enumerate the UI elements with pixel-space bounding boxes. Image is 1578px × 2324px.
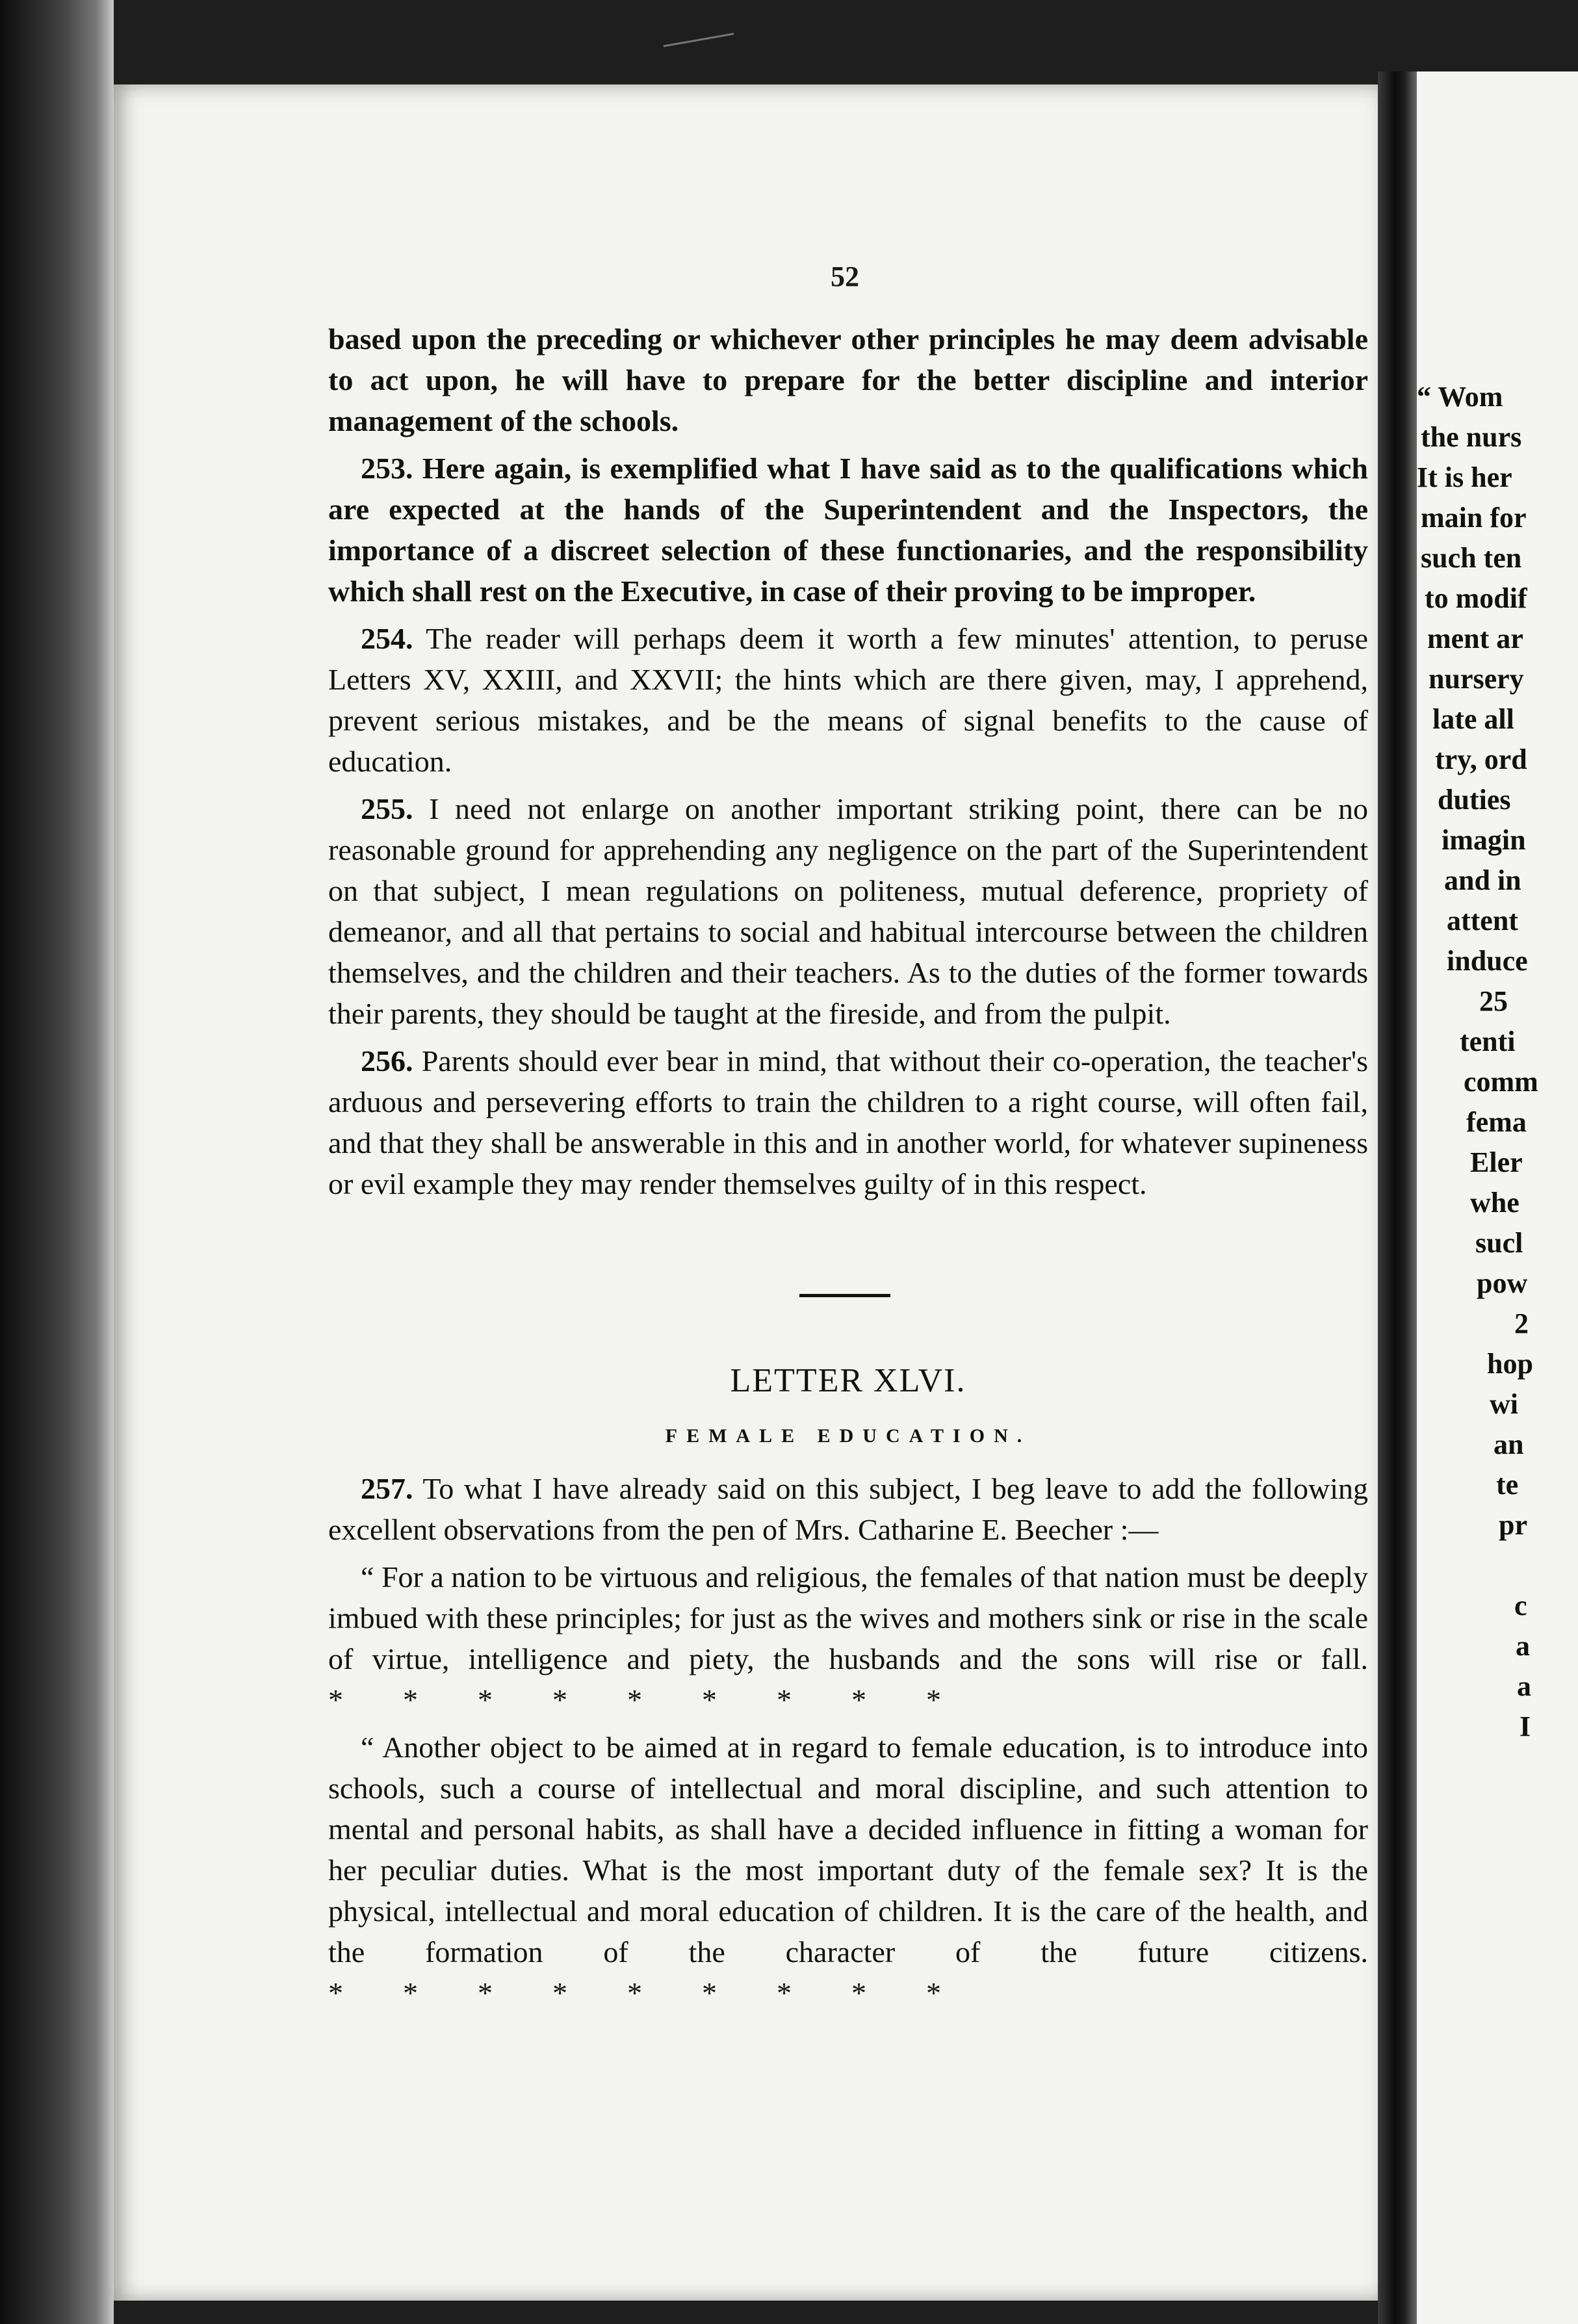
facing-line: Eler [1470, 1146, 1523, 1178]
quote-paragraph [328, 1556, 1368, 1720]
paragraph-text: To what I have already said on this subject, I beg leave to add the following excellent observations from the pen of Mrs. Catharine E. Beecher :— [328, 1472, 1369, 1546]
quote-paragraph [328, 1727, 1368, 2013]
facing-line: to modif [1425, 582, 1527, 614]
paragraph [328, 788, 1368, 1034]
ellipsis-stars: * * * * * * * * * [328, 1683, 941, 1716]
paragraph-text: based upon the preceding or whichever other principles he may deem advisable to act upon, he will have to prepare for the better discipline and interior management of the schools. [328, 322, 1368, 437]
page-body [328, 318, 1368, 2020]
facing-line: 2 [1514, 1308, 1529, 1339]
facing-line: duties [1438, 784, 1511, 816]
facing-line: imagin [1442, 824, 1526, 856]
facing-page [1417, 71, 1578, 2324]
paragraph [328, 618, 1368, 782]
facing-line: hop [1487, 1348, 1533, 1380]
facing-line: te [1496, 1469, 1519, 1501]
paragraph-number: 256. [361, 1044, 413, 1078]
ellipsis-stars: * * * * * * * * * [328, 1976, 941, 2009]
paragraph-number: 253. [361, 452, 413, 485]
paragraph [328, 1040, 1368, 1204]
facing-line: c [1514, 1590, 1527, 1621]
book-spine-left [0, 0, 114, 2324]
facing-line: an [1494, 1428, 1524, 1460]
facing-line: tenti [1460, 1026, 1516, 1057]
facing-line: whe [1470, 1187, 1520, 1219]
paragraph [328, 1468, 1368, 1550]
facing-line: the nurs [1421, 421, 1522, 453]
facing-line: pow [1477, 1267, 1528, 1299]
paragraph-text: I need not enlarge on another important striking point, there can be no reasonable ground for apprehending any negligence on the part of the Superintendent on that subject, I mean regulations on politeness, mutual deference, propriety of demeanor, and all that pertains to social and habitual intercourse between the children themselves, and the children and their teachers. As to the duties of the former towards their parents, they should be taught at the fireside, and from the pulpit. [328, 792, 1369, 1030]
paragraph [328, 448, 1368, 612]
facing-line: such ten [1421, 542, 1522, 574]
section-divider [328, 1211, 1368, 1360]
facing-line: induce [1447, 945, 1528, 977]
facing-line: a [1516, 1630, 1530, 1662]
divider-rule [799, 1294, 890, 1297]
page-number: 52 [831, 261, 859, 292]
paragraph-number: 255. [361, 792, 413, 825]
facing-line: try, ord [1435, 743, 1527, 775]
facing-line: sucl [1475, 1227, 1523, 1259]
facing-line: nursery [1429, 663, 1524, 695]
paragraph-text: Here again, is exemplified what I have said as to the qualifications which are expected at the hands of the Superintendent and the Inspectors, the importance of a discreet selection of these functionaries, and the responsibility which shall rest on the Executive, in case of their proving to be improper. [328, 452, 1369, 608]
facing-line [1417, 1545, 1578, 1586]
facing-line: ment ar [1427, 623, 1523, 654]
facing-line: “ Wom [1417, 381, 1503, 413]
paragraph-text: “ Another object to be aimed at in regard to female education, is to introduce into schools, such a course of intellectual and moral discipline, and such attention to mental and personal habits, as shall have a decided influence in fitting a woman for her peculiar duties. What is the most important duty of the female sex? It is the physical, intellectual and moral education of children. It is the care of the health, and the formation of the character of the future citizens. [328, 1731, 1368, 1969]
facing-line: attent [1447, 905, 1518, 936]
facing-line: wi [1490, 1388, 1518, 1420]
letter-subheading: FEMALE EDUCATION. [665, 1425, 1031, 1447]
paragraph-text: “ For a nation to be virtuous and religious, the females of that nation must be deeply imbued with these principles; for just as the wives and mothers sink or rise in the scale of virtue, intelligence and piety, the husbands and the sons will rise or fall. [328, 1560, 1368, 1675]
paragraph-number: 257. [361, 1472, 413, 1505]
facing-line: late all [1432, 703, 1514, 735]
facing-line: pr [1499, 1509, 1527, 1541]
facing-line: and in [1444, 864, 1521, 896]
paragraph [328, 318, 1368, 441]
facing-line: a [1517, 1670, 1531, 1702]
paragraph-text: The reader will perhaps deem it worth a few minutes' attention, to peruse Letters XV, XXIII, and XXVII; the hints which are there given, may, I apprehend, prevent serious mistakes, and be the means of signal benefits to the cause of education. [328, 622, 1369, 778]
facing-line: 25 [1479, 985, 1508, 1017]
paragraph-number: 254. [361, 622, 413, 655]
facing-page-text [1417, 377, 1578, 1747]
paragraph-text: Parents should ever bear in mind, that without their co-operation, the teacher's arduous and persevering efforts to train the children to a right course, will often fail, and that they shall be answerable in this and in another world, for whatever supineness or evil example they may render themselves guilty of in this respect. [328, 1044, 1369, 1200]
facing-line: It is her [1417, 461, 1512, 493]
facing-line: comm [1464, 1066, 1538, 1098]
book-gutter [1378, 71, 1417, 2324]
scan-mark [664, 32, 734, 47]
letter-heading: LETTER XLVI. [730, 1362, 966, 1399]
facing-line: fema [1466, 1106, 1527, 1138]
facing-line: main for [1421, 502, 1527, 534]
facing-line: I [1520, 1711, 1531, 1742]
